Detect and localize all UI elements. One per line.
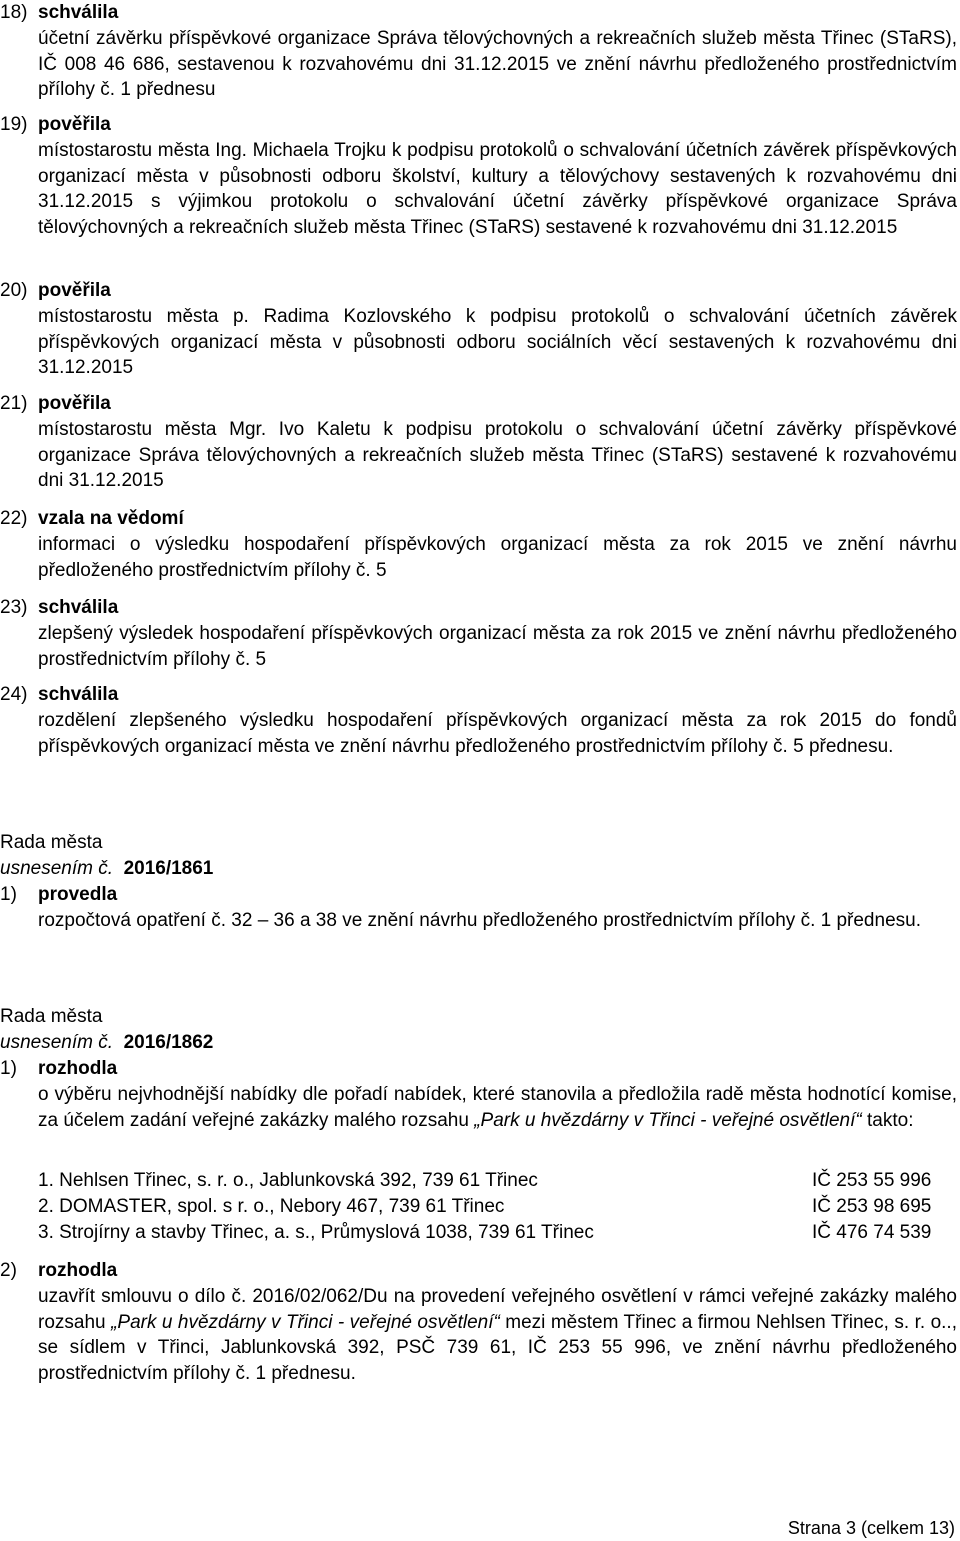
ranking-name: 2. DOMASTER, spol. s r. o., Nebory 467, 739 61 Třinec bbox=[38, 1196, 505, 1217]
item-verb: rozhodla bbox=[38, 1260, 118, 1281]
item-heading bbox=[0, 506, 184, 531]
item-heading bbox=[0, 112, 111, 137]
item-verb: schválila bbox=[38, 2, 119, 23]
item-number: 1) bbox=[0, 884, 17, 905]
item-heading bbox=[0, 882, 117, 907]
resolution-number: 2016/1861 bbox=[123, 858, 214, 879]
resolution-line bbox=[0, 1030, 213, 1055]
item-text-part: o výběru nejvhodnější nabídky dle pořadí nabídek, které stanovila a předložila radě města hodnotící komise, za účelem zadání veřejné zakázky malého rozsahu bbox=[38, 1084, 957, 1131]
item-text bbox=[38, 1082, 957, 1133]
item-text: zlepšený výsledek hospodaření příspěvkových organizací města za rok 2015 ve znění návrhu předloženého prostřednictvím přílohy č. 5 bbox=[38, 623, 957, 670]
resolution-line bbox=[0, 856, 213, 881]
ranking-name: 3. Strojírny a stavby Třinec, a. s., Průmyslová 1038, 739 61 Třinec bbox=[38, 1222, 594, 1243]
item-number: 23) bbox=[0, 597, 28, 618]
item-heading bbox=[0, 1258, 117, 1283]
item-text: účetní závěrku příspěvkové organizace Správa tělovýchovných a rekreačních služeb města Třinec (STaRS), IČ 008 46 686, sestavenou k rozvahovému dni 31.12.2015 ve znění návrhu předloženého prostřednictvím přílohy č. 1 přednesu bbox=[38, 28, 957, 100]
ranking-ic: IČ 253 55 996 bbox=[812, 1170, 932, 1191]
item-number: 24) bbox=[0, 684, 28, 705]
item-number: 1) bbox=[0, 1058, 17, 1079]
resolution-label: usnesením č. bbox=[0, 858, 113, 879]
ranking-name: 1. Nehlsen Třinec, s. r. o., Jablunkovská 392, 739 61 Třinec bbox=[38, 1170, 538, 1191]
item-verb: pověřila bbox=[38, 114, 111, 135]
item-text-part: uzavřít smlouvu o dílo č. 2016/02/062/Du na provedení veřejného osvětlení v rámci veřejné zakázky malého rozsahu bbox=[38, 1286, 957, 1333]
item-text: místostarostu města Mgr. Ivo Kaletu k podpisu protokolu o schvalování účetní závěrky příspěvkové organizace Správa tělovýchovných a rekreačních služeb města Třinec (STaRS) sestavené k rozvahovému dni 31.12.2015 bbox=[38, 419, 957, 491]
item-number: 2) bbox=[0, 1260, 17, 1281]
council-heading: Rada města bbox=[0, 1006, 103, 1027]
item-verb: pověřila bbox=[38, 393, 111, 414]
item-heading bbox=[0, 391, 111, 416]
item-verb: vzala na vědomí bbox=[38, 508, 184, 529]
item-verb: schválila bbox=[38, 597, 119, 618]
item-text: informaci o výsledku hospodaření příspěvkových organizací města za rok 2015 ve znění návrhu předloženého prostřednictvím přílohy č. 5 bbox=[38, 534, 957, 581]
council-heading: Rada města bbox=[0, 832, 103, 853]
item-text-part: takto: bbox=[861, 1109, 914, 1131]
item-text bbox=[38, 1284, 957, 1386]
item-heading bbox=[0, 278, 111, 303]
item-heading bbox=[0, 682, 118, 707]
page-footer: Strana 3 (celkem 13) bbox=[787, 1518, 955, 1538]
resolution-label: usnesením č. bbox=[0, 1032, 113, 1053]
resolution-number: 2016/1862 bbox=[123, 1032, 214, 1053]
item-text-part: mezi městem Třinec a firmou Nehlsen Třinec, s. r. o.., se sídlem v Třinci, Jablunkovská 392, PSČ 739 61, IČ 253 55 996, ve znění návrhu předloženého prostřednictvím přílohy č. 1 přednesu. bbox=[38, 1311, 957, 1384]
item-heading bbox=[0, 0, 118, 25]
contract-name: „Park u hvězdárny v Třinci - veřejné osvětlení“ bbox=[111, 1311, 500, 1333]
item-text: místostarostu města Ing. Michaela Trojku k podpisu protokolů o schvalování účetních závěrek příspěvkových organizací města v působnosti odboru školství, kultury a tělovýchovy sestavených k rozvahovému dni 31.12.2015 s výjimkou protokolu o schvalování účetní závěrky příspěvkové organizace Správa tělovýchovných a rekreačních služeb města Třinec (STaRS) sestavené k rozvahovému dni 31.12.2015 bbox=[38, 140, 957, 238]
item-number: 22) bbox=[0, 508, 28, 529]
item-verb: schválila bbox=[38, 684, 119, 705]
item-heading bbox=[0, 595, 118, 620]
item-verb: provedla bbox=[38, 884, 118, 905]
ranking-ic: IČ 253 98 695 bbox=[812, 1196, 932, 1217]
item-verb: rozhodla bbox=[38, 1058, 118, 1079]
item-verb: pověřila bbox=[38, 280, 111, 301]
item-heading bbox=[0, 1056, 117, 1081]
contract-name: „Park u hvězdárny v Třinci - veřejné osvětlení“ bbox=[474, 1109, 862, 1131]
item-text: místostarostu města p. Radima Kozlovského k podpisu protokolů o schvalování účetních závěrek příspěvkových organizací města v působnosti odboru sociálních věcí sestavených k rozvahovému dni 31.12.2015 bbox=[38, 306, 957, 378]
item-number: 18) bbox=[0, 2, 28, 23]
item-number: 21) bbox=[0, 393, 28, 414]
item-text: rozdělení zlepšeného výsledku hospodaření příspěvkových organizací města za rok 2015 do fondů příspěvkových organizací města ve znění návrhu předloženého prostřednictvím přílohy č. 5 přednesu. bbox=[38, 710, 957, 757]
ranking-ic: IČ 476 74 539 bbox=[812, 1222, 932, 1243]
item-number: 19) bbox=[0, 114, 28, 135]
item-number: 20) bbox=[0, 280, 28, 301]
item-text: rozpočtová opatření č. 32 – 36 a 38 ve znění návrhu předloženého prostřednictvím přílohy č. 1 přednesu. bbox=[38, 910, 921, 931]
